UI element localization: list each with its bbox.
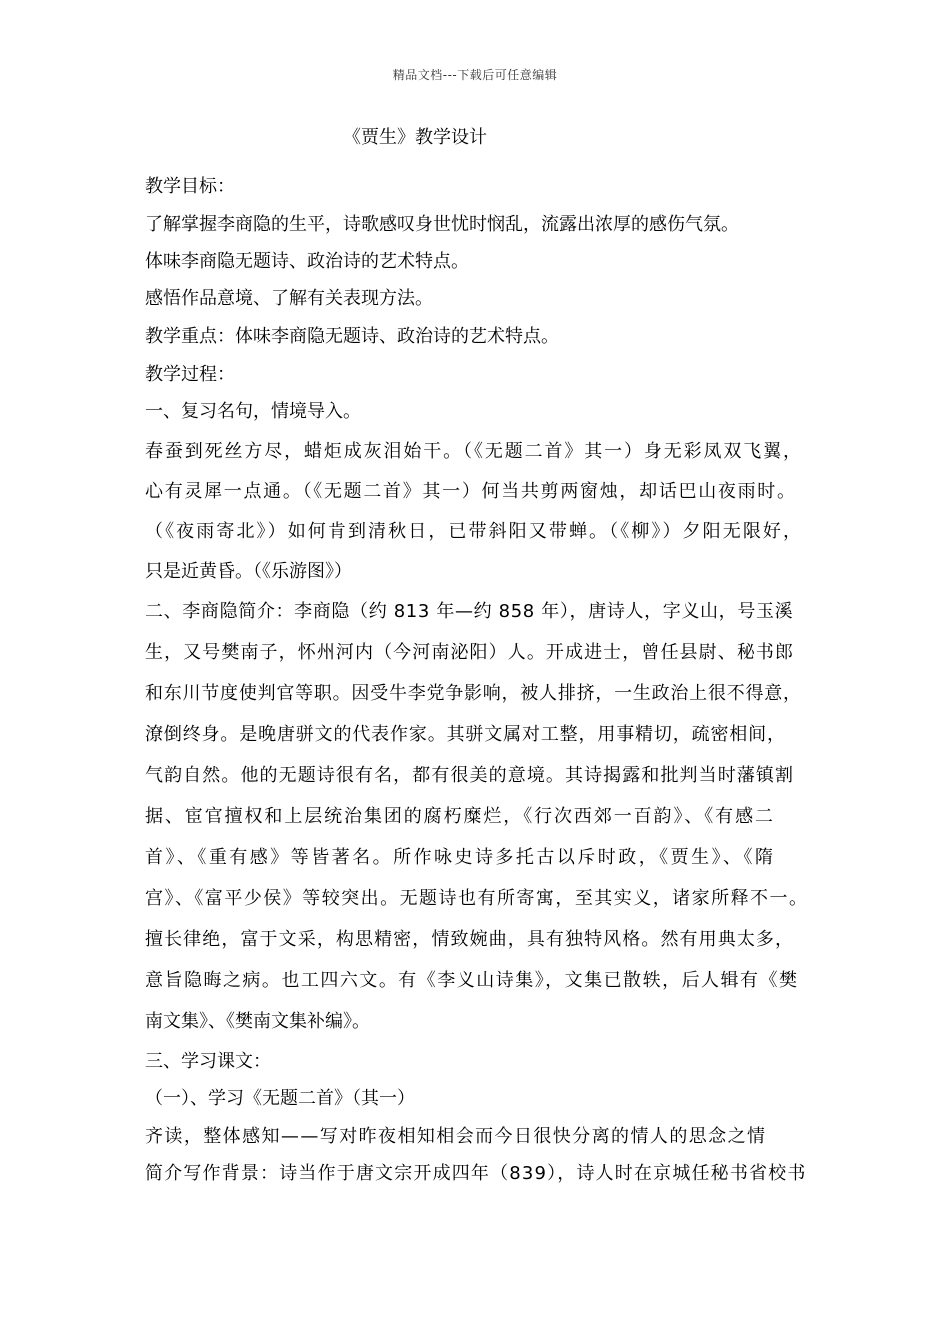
paragraph-line: （一）、学习《无题二首》（其一）: [145, 1088, 415, 1109]
paragraph-line: 意旨隐晦之病。也工四六文。有《李义山诗集》，文集已散轶，后人辑有《樊: [145, 970, 799, 991]
paragraph-line: 简介写作背景：诗当作于唐文宗开成四年（839），诗人时在京城任秘书省校书: [145, 1163, 807, 1184]
paragraph-line: 教学过程：: [145, 364, 235, 385]
paragraph-line: 和东川节度使判官等职。因受牛李党争影响，被人排挤，一生政治上很不得意，: [145, 683, 802, 704]
paragraph-line: 潦倒终身。是晚唐骈文的代表作家。其骈文属对工整，用事精切，疏密相间，: [145, 724, 786, 745]
page-watermark: 精品文档---下载后可任意编辑: [392, 68, 558, 82]
paragraph-line: 春蚕到死丝方尽，蜡炬成灰泪始干。（《无题二首》其一）身无彩凤双飞翼，: [145, 441, 803, 462]
paragraph-line: 据、宦官擅权和上层统治集团的腐朽糜烂，《行次西郊一百韵》、《有感二: [145, 806, 775, 827]
paragraph-line: 教学重点：体味李商隐无题诗、政治诗的艺术特点。: [145, 326, 559, 347]
paragraph-line: 只是近黄昏。（《乐游图》）: [145, 561, 352, 582]
paragraph-line: 三、学习课文：: [145, 1051, 271, 1072]
paragraph-line: 齐读，整体感知——写对昨夜相知相会而今日很快分离的情人的思念之情: [145, 1126, 767, 1147]
paragraph-line: 一、复习名句，情境导入。: [145, 401, 361, 422]
paragraph-line: 生，又号樊南子，怀州河内（今河南泌阳）人。开成进士，曾任县尉、秘书郎: [145, 642, 795, 663]
document-title: 《贾生》教学设计: [343, 127, 487, 148]
paragraph-line: 教学目标：: [145, 176, 235, 197]
paragraph-line: 二、李商隐简介：李商隐（约 813 年—约 858 年），唐诗人，字义山，号玉溪: [145, 601, 794, 622]
paragraph-line: 心有灵犀一点通。（《无题二首》其一）何当共剪两窗烛，却话巴山夜雨时。: [145, 481, 797, 502]
paragraph-line: 了解掌握李商隐的生平，诗歌感叹身世忧时悯乱，流露出浓厚的感伤气氛。: [145, 214, 739, 235]
paragraph-line: 感悟作品意境、了解有关表现方法。: [145, 288, 433, 309]
paragraph-line: （《夜雨寄北》）如何肯到清秋日，已带斜阳又带蝉。（《柳》）夕阳无限好，: [145, 521, 804, 542]
paragraph-line: 气韵自然。他的无题诗很有名，都有很美的意境。其诗揭露和批判当时藩镇割: [145, 765, 795, 786]
paragraph-line: 首》、《重有感》等皆著名。所作咏史诗多托古以斥时政，《贾生》、《隋: [145, 847, 776, 868]
paragraph-line: 宫》、《富平少侯》等较突出。无题诗也有所寄寓，至其实义，诸家所释不一。: [145, 888, 809, 909]
paragraph-line: 体味李商隐无题诗、政治诗的艺术特点。: [145, 251, 469, 272]
paragraph-line: 南文集》、《樊南文集补编》。: [145, 1011, 370, 1032]
paragraph-line: 擅长律绝，富于文采，构思精密，情致婉曲，具有独特风格。然有用典太多，: [145, 929, 795, 950]
